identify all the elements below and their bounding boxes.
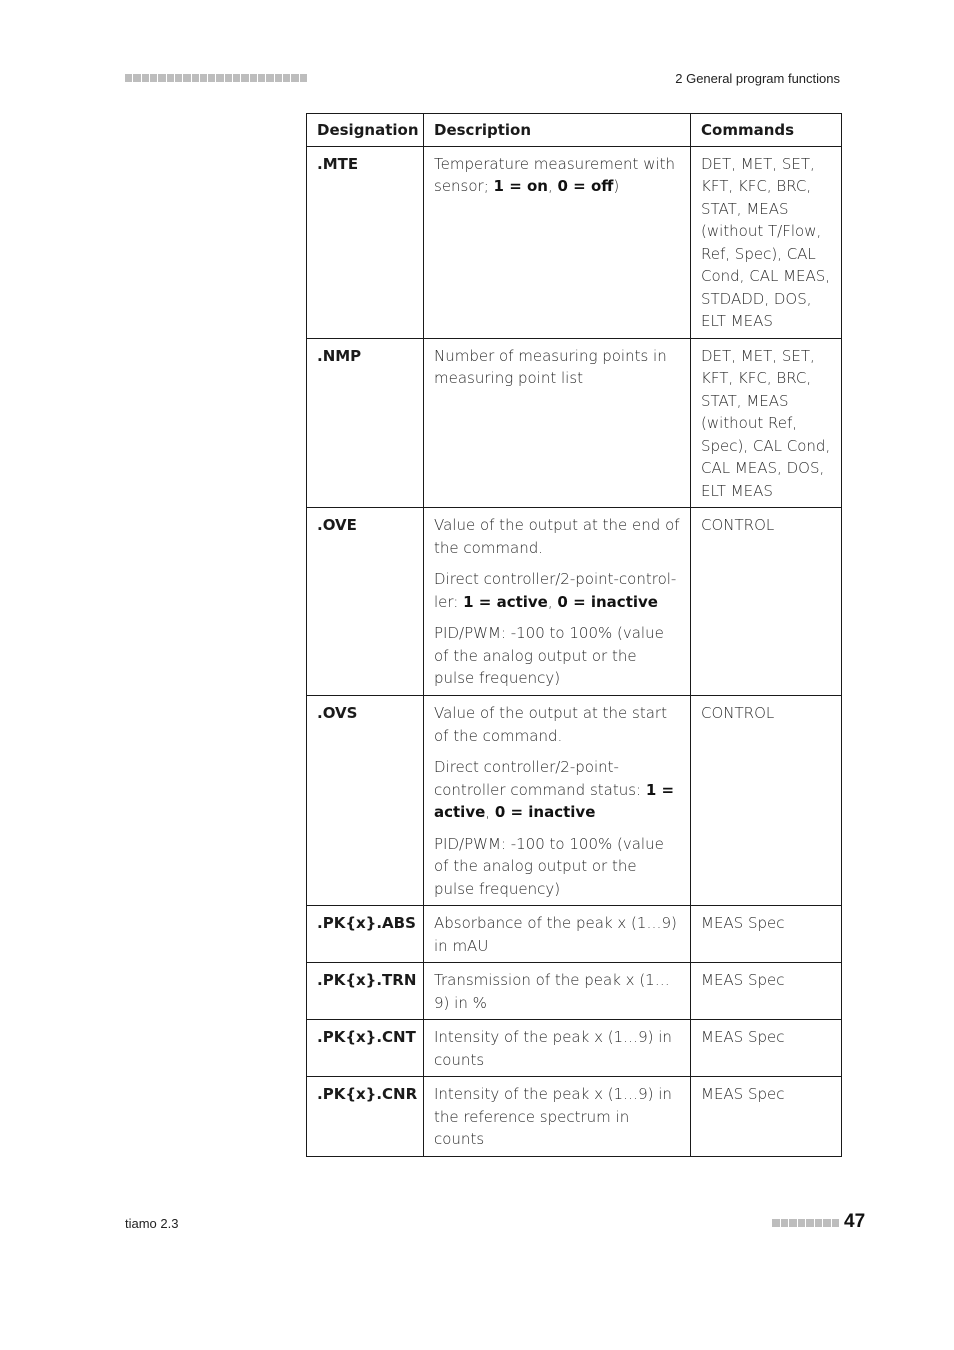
decoration-square bbox=[125, 74, 132, 82]
chapter-title: 2 General program functions bbox=[675, 71, 840, 86]
decoration-square bbox=[250, 74, 257, 82]
decoration-square bbox=[175, 74, 182, 82]
description-paragraph: PID/PWM: -100 to 100% (value of the analog output or the pulse frequency) bbox=[434, 834, 664, 898]
designation-cell: .OVE bbox=[307, 508, 424, 696]
description-cell: Absorbance of the peak x (1…9) in mAU bbox=[424, 906, 691, 963]
designation-cell: .MTE bbox=[307, 146, 424, 338]
designation-cell: .PK{x}.ABS bbox=[307, 906, 424, 963]
description-cell: Transmission of the peak x (1…9) in % bbox=[424, 963, 691, 1020]
table-row bbox=[307, 906, 842, 963]
description-cell bbox=[424, 508, 691, 696]
description-paragraph: PID/PWM: -100 to 100% (value of the analog output or the pulse frequency) bbox=[434, 624, 664, 687]
description-cell bbox=[424, 696, 691, 906]
footer-product-name: tiamo 2.3 bbox=[125, 1216, 179, 1231]
description-text: Number of measuring points in measuring point list bbox=[434, 346, 667, 387]
description-text: Temperature measurement with sensor; 1 = on, 0 = off) bbox=[434, 154, 676, 195]
decoration-square bbox=[789, 1219, 797, 1227]
decoration-square bbox=[158, 74, 165, 82]
decoration-square bbox=[832, 1219, 840, 1227]
description-paragraph: Direct controller/2-point-control-ler: 1 = active, 0 = inactive bbox=[434, 570, 677, 611]
table-row bbox=[307, 338, 842, 508]
description-cell: Intensity of the peak x (1…9) in counts bbox=[424, 1020, 691, 1077]
decoration-square bbox=[258, 74, 265, 82]
description-paragraph: Value of the output at the end of the command. bbox=[434, 516, 680, 557]
column-header-commands: Commands bbox=[691, 114, 842, 147]
decoration-square bbox=[216, 74, 223, 82]
designation-cell: .NMP bbox=[307, 338, 424, 508]
description-paragraph: Direct controller/2-point-controller command status: 1 = active, 0 = inactive bbox=[434, 758, 675, 821]
table-row bbox=[307, 146, 842, 338]
decoration-square bbox=[192, 74, 199, 82]
column-header-designation: Designation bbox=[307, 114, 424, 147]
table-row bbox=[307, 508, 842, 696]
commands-cell: MEAS Spec bbox=[691, 963, 842, 1020]
decoration-square bbox=[133, 74, 140, 82]
decoration-square bbox=[823, 1219, 831, 1227]
designation-cell: .PK{x}.TRN bbox=[307, 963, 424, 1020]
table-row bbox=[307, 1077, 842, 1157]
designation-cell: .OVS bbox=[307, 696, 424, 906]
decoration-square bbox=[233, 74, 240, 82]
footer-decoration-bar bbox=[772, 1219, 839, 1227]
decoration-square bbox=[241, 74, 248, 82]
table-row bbox=[307, 963, 842, 1020]
header-decoration-bar bbox=[125, 74, 307, 82]
commands-cell: DET, MET, SET, KFT, KFC, BRC, STAT, MEAS (without T/Flow, Ref, Spec), CAL Cond, CAL MEAS, STDADD, DOS, ELT MEAS bbox=[691, 146, 842, 338]
decoration-square bbox=[772, 1219, 780, 1227]
column-header-description: Description bbox=[424, 114, 691, 147]
description-paragraph: Value of the output at the start of the command. bbox=[434, 704, 667, 745]
decoration-square bbox=[167, 74, 174, 82]
decoration-square bbox=[781, 1219, 789, 1227]
decoration-square bbox=[183, 74, 190, 82]
decoration-square bbox=[266, 74, 273, 82]
page-number: 47 bbox=[844, 1211, 866, 1232]
decoration-square bbox=[815, 1219, 823, 1227]
table-row bbox=[307, 1020, 842, 1077]
decoration-square bbox=[283, 74, 290, 82]
variables-table bbox=[306, 113, 842, 1157]
decoration-square bbox=[142, 74, 149, 82]
description-cell bbox=[424, 338, 691, 508]
description-cell bbox=[424, 146, 691, 338]
commands-cell: CONTROL bbox=[691, 508, 842, 696]
decoration-square bbox=[208, 74, 215, 82]
commands-cell: DET, MET, SET, KFT, KFC, BRC, STAT, MEAS (without Ref, Spec), CAL Cond, CAL MEAS, DOS, ELT MEAS bbox=[691, 338, 842, 508]
decoration-square bbox=[275, 74, 282, 82]
decoration-square bbox=[225, 74, 232, 82]
decoration-square bbox=[200, 74, 207, 82]
commands-cell: MEAS Spec bbox=[691, 906, 842, 963]
description-cell: Intensity of the peak x (1…9) in the reference spectrum in counts bbox=[424, 1077, 691, 1157]
decoration-square bbox=[300, 74, 307, 82]
decoration-square bbox=[291, 74, 298, 82]
commands-cell: MEAS Spec bbox=[691, 1077, 842, 1157]
commands-cell: MEAS Spec bbox=[691, 1020, 842, 1077]
decoration-square bbox=[806, 1219, 814, 1227]
commands-cell: CONTROL bbox=[691, 696, 842, 906]
designation-cell: .PK{x}.CNR bbox=[307, 1077, 424, 1157]
decoration-square bbox=[150, 74, 157, 82]
designation-cell: .PK{x}.CNT bbox=[307, 1020, 424, 1077]
table-header-row bbox=[307, 114, 842, 147]
decoration-square bbox=[798, 1219, 806, 1227]
table-row bbox=[307, 696, 842, 906]
